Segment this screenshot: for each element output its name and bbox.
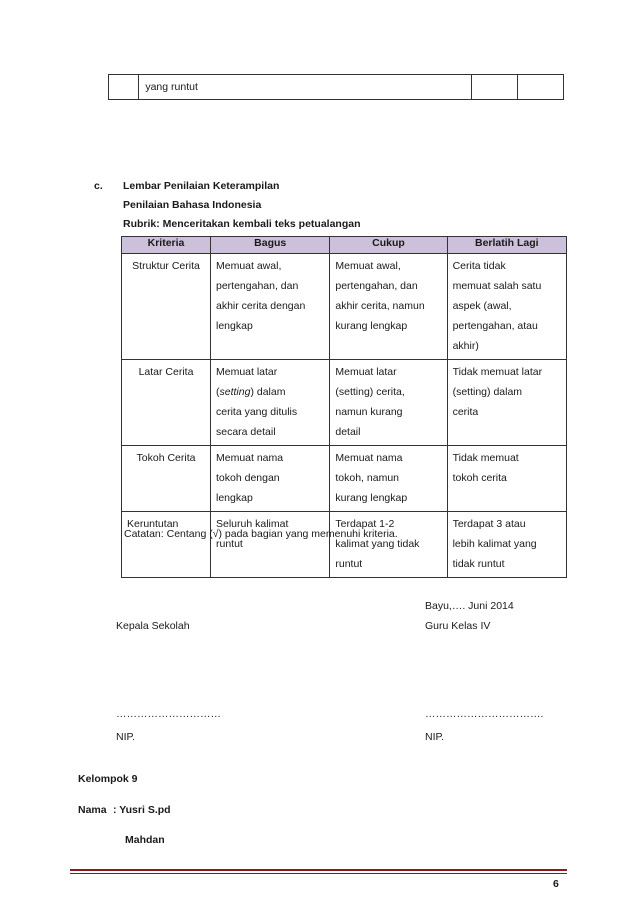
name-value: : Yusri S.pd bbox=[113, 804, 171, 816]
criteria-cell: Latar Cerita bbox=[122, 360, 211, 446]
cell-line: (setting) dalam bbox=[452, 386, 523, 398]
cukup-cell bbox=[330, 254, 447, 360]
table-row bbox=[122, 360, 567, 446]
cukup-cell bbox=[330, 360, 447, 446]
berlatih-cell bbox=[447, 512, 566, 578]
place-date: Bayu,…. Juni 2014 bbox=[425, 600, 514, 612]
cell-line: Memuat latar bbox=[335, 366, 397, 378]
cell-line: Memuat nama bbox=[216, 452, 284, 464]
right-signature-line: ……………………………. bbox=[425, 708, 544, 720]
cell-line: pertengahan, dan bbox=[216, 280, 299, 292]
cell-line: Memuat nama bbox=[335, 452, 403, 464]
bagus-cell bbox=[211, 446, 330, 512]
table-cell bbox=[109, 75, 139, 100]
footer-rule bbox=[70, 869, 567, 871]
cell-line: Memuat latar bbox=[216, 366, 278, 378]
cell-line: detail bbox=[335, 426, 361, 438]
cell-line: tokoh, namun bbox=[335, 472, 400, 484]
cell-line: runtut bbox=[216, 538, 243, 550]
berlatih-cell bbox=[447, 254, 566, 360]
cell-line: Tidak memuat bbox=[452, 452, 519, 464]
cell-line: secara detail bbox=[216, 426, 276, 438]
rubric-header-row bbox=[122, 237, 567, 254]
section-title: Lembar Penilaian Keterampilan bbox=[123, 180, 280, 192]
italic-term: setting bbox=[219, 386, 251, 398]
cell-line: Tidak memuat latar bbox=[452, 366, 543, 378]
cell-line: cerita yang ditulis bbox=[216, 406, 298, 418]
table-row bbox=[122, 254, 567, 360]
berlatih-cell bbox=[447, 360, 566, 446]
criteria-cell: Keruntutan bbox=[122, 512, 211, 578]
continuation-table bbox=[108, 74, 564, 100]
left-signature-line: ………………………… bbox=[116, 708, 221, 720]
table-row bbox=[122, 512, 567, 578]
cell-line bbox=[216, 382, 324, 402]
paren-close: ) dalam bbox=[250, 386, 286, 398]
cell-line: aspek (awal, bbox=[452, 300, 512, 312]
cell-line: memuat salah satu bbox=[452, 280, 542, 292]
header-kriteria: Kriteria bbox=[122, 237, 211, 254]
cell-line: lengkap bbox=[216, 320, 253, 332]
cukup-cell bbox=[330, 512, 447, 578]
criteria-cell: Tokoh Cerita bbox=[122, 446, 211, 512]
cell-line: kalimat yang tidak bbox=[335, 538, 420, 550]
table-row bbox=[109, 75, 564, 100]
left-signatory-role: Kepala Sekolah bbox=[116, 620, 190, 632]
paren-open: ( bbox=[216, 386, 220, 398]
cell-line: Seluruh kalimat bbox=[216, 518, 289, 530]
cell-line: Cerita tidak bbox=[452, 260, 506, 272]
right-signatory-role: Guru Kelas IV bbox=[425, 620, 491, 632]
rubric-note: Catatan: Centang (√) pada bagian yang memenuhi kriteria. bbox=[124, 528, 398, 540]
header-cukup: Cukup bbox=[330, 237, 447, 254]
cell-line: akhir cerita, namun bbox=[335, 300, 425, 312]
table-cell bbox=[518, 75, 564, 100]
page-number: 6 bbox=[553, 878, 559, 890]
cell-line: Terdapat 3 atau bbox=[452, 518, 526, 530]
section-label: c. bbox=[94, 180, 103, 192]
cell-line: pertengahan, dan bbox=[335, 280, 418, 292]
name-label: Nama bbox=[78, 804, 107, 816]
cell-line: lengkap bbox=[216, 492, 253, 504]
table-cell-text: yang runtut bbox=[139, 75, 472, 100]
table-row bbox=[122, 446, 567, 512]
cukup-cell bbox=[330, 446, 447, 512]
cell-line: runtut bbox=[335, 558, 363, 570]
footer-rule-thin bbox=[70, 873, 567, 874]
cell-line: tokoh dengan bbox=[216, 472, 280, 484]
cell-line: Terdapat 1-2 bbox=[335, 518, 395, 530]
right-nip: NIP. bbox=[425, 731, 445, 743]
cell-line: pertengahan, atau bbox=[452, 320, 538, 332]
cell-line: tokoh cerita bbox=[452, 472, 507, 484]
left-nip: NIP. bbox=[116, 731, 136, 743]
bagus-cell bbox=[211, 360, 330, 446]
cell-line: kurang lengkap bbox=[335, 492, 408, 504]
rubric-table bbox=[121, 236, 567, 578]
cell-line: kurang lengkap bbox=[335, 320, 408, 332]
cell-line: lebih kalimat yang bbox=[452, 538, 537, 550]
cell-line: (setting) cerita, bbox=[335, 386, 405, 398]
cell-line: namun kurang bbox=[335, 406, 403, 418]
rubric-title: Rubrik: Menceritakan kembali teks petualangan bbox=[123, 218, 361, 230]
bagus-cell bbox=[211, 512, 330, 578]
cell-line: akhir) bbox=[452, 340, 479, 352]
cell-line: tidak runtut bbox=[452, 558, 505, 570]
bagus-cell bbox=[211, 254, 330, 360]
member-name: Mahdan bbox=[125, 834, 165, 846]
criteria-cell: Struktur Cerita bbox=[122, 254, 211, 360]
cell-line: Memuat awal, bbox=[216, 260, 282, 272]
cell-line: Memuat awal, bbox=[335, 260, 401, 272]
cell-line: cerita bbox=[452, 406, 479, 418]
group-name: Kelompok 9 bbox=[78, 773, 138, 785]
header-bagus: Bagus bbox=[211, 237, 330, 254]
cell-line: akhir cerita dengan bbox=[216, 300, 306, 312]
section-subject: Penilaian Bahasa Indonesia bbox=[123, 199, 262, 211]
header-berlatih-lagi: Berlatih Lagi bbox=[447, 237, 566, 254]
table-cell bbox=[472, 75, 518, 100]
berlatih-cell bbox=[447, 446, 566, 512]
